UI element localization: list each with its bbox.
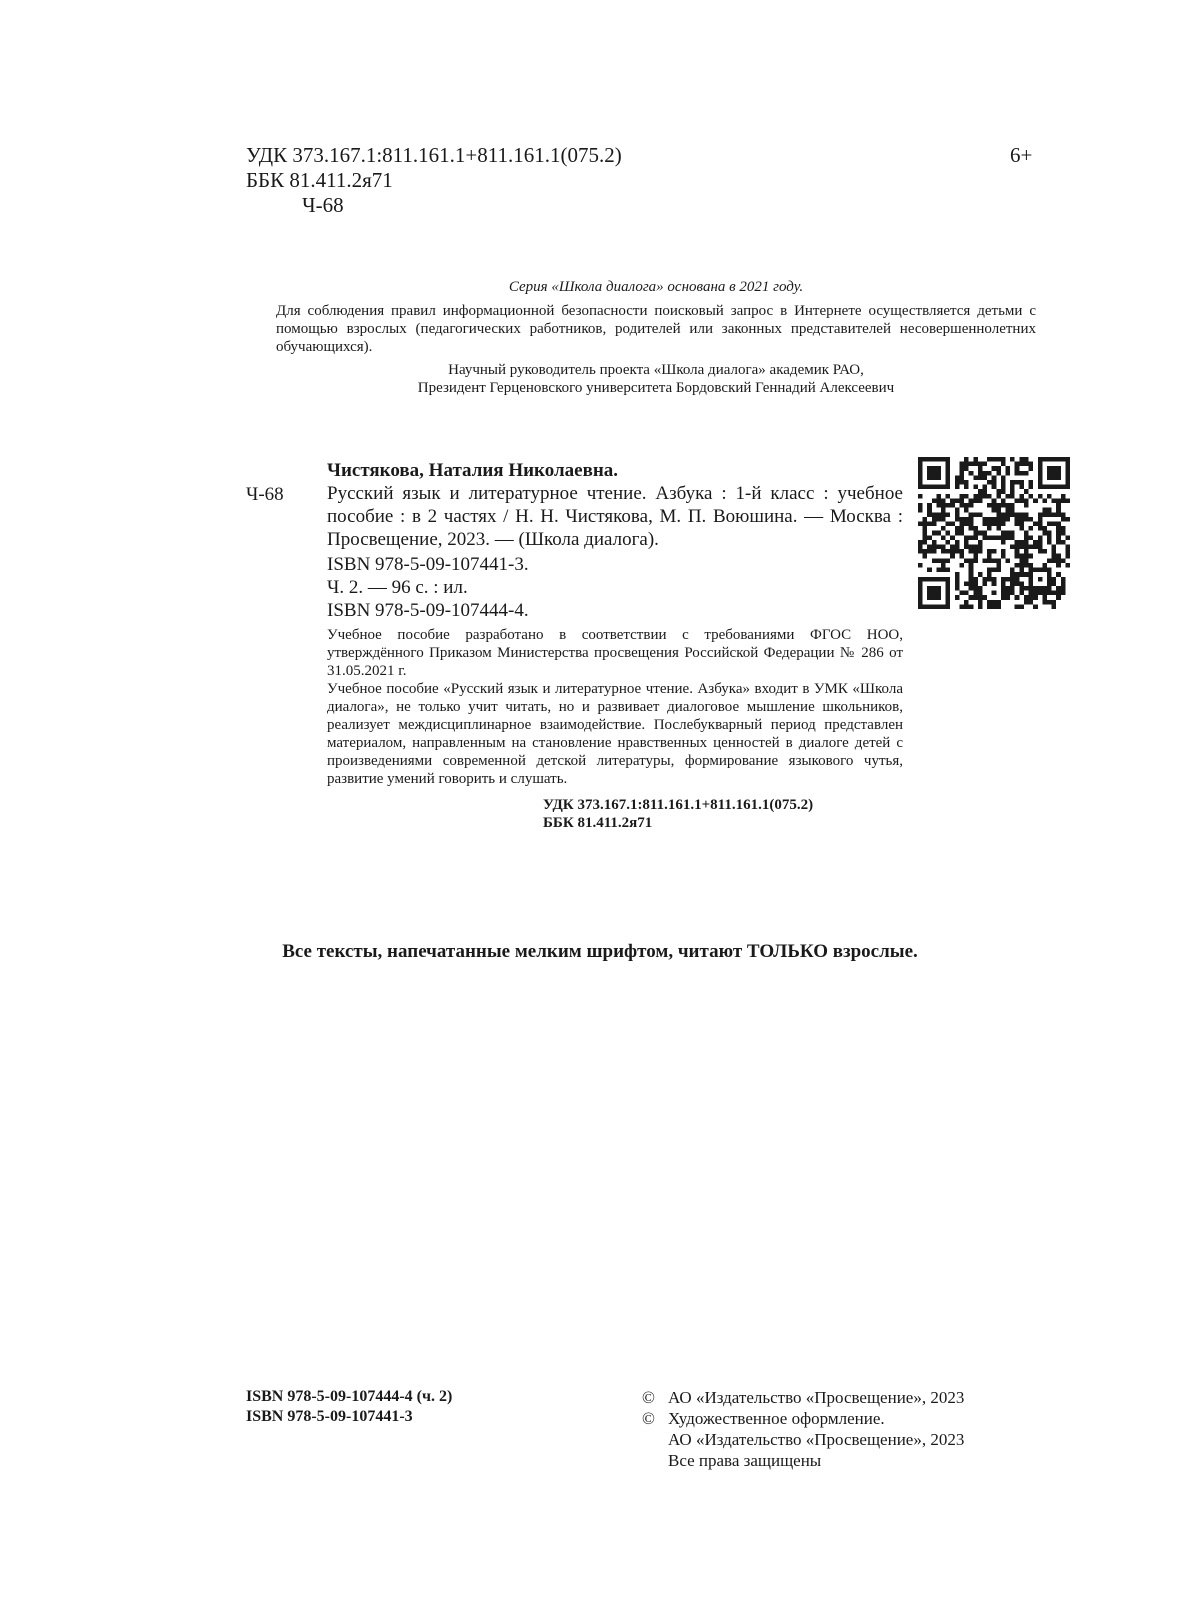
author-cipher: Ч-68 xyxy=(302,193,344,217)
card-codes xyxy=(327,796,903,832)
udk-code: УДК 373.167.1:811.161.1+811.161.1(075.2) xyxy=(246,143,622,167)
annotation-paragraph-2: Учебное пособие «Русский язык и литературное чтение. Азбука» входит в УМК «Школа диалога», не только учит читать, но и развивает диалоговое мышление школьников, реализует междисциплинарное взаимодействие. Послебукварный период представлен материалом, направленным на становление нравственных ценностей в диалоге детей с произведениями современной детской литературы, формирование языкового чутья, развитие умений говорить и слушать. xyxy=(327,681,903,787)
annotation-paragraph-1: Учебное пособие разработано в соответствии с требованиями ФГОС НОО, утверждённого Приказом Министерства просвещения Российской Федерации № 286 от 31.05.2021 г. xyxy=(327,627,903,679)
supervisor-line-2: Президент Герценовского университета Бордовский Геннадий Алексеевич xyxy=(417,380,895,396)
qr-code-icon[interactable] xyxy=(918,457,1070,609)
card-cipher: Ч-68 xyxy=(246,484,284,505)
copyright-line-1: АО «Издательство «Просвещение», 2023 xyxy=(668,1388,965,1407)
isbn-footer-line-2: ISBN 978-5-09-107441-3 xyxy=(246,1408,413,1425)
copyright-line-4: Все права защищены xyxy=(668,1451,822,1470)
bbk-code: ББК 81.411.2я71 xyxy=(246,168,393,192)
card-part: Ч. 2. — 96 с. : ил. xyxy=(327,577,468,598)
age-rating: 6+ xyxy=(1010,143,1033,167)
catalog-card xyxy=(327,459,903,832)
copyright-line-3: АО «Издательство «Просвещение», 2023 xyxy=(668,1430,965,1449)
project-supervisor xyxy=(276,361,1036,397)
card-isbn-part: ISBN 978-5-09-107444-4. xyxy=(327,600,529,621)
card-description: Русский язык и литературное чтение. Азбука : 1-й класс : учебное пособие : в 2 частях / Н. Н. Чистякова, М. П. Воюшина. — Москва : Просвещение, 2023. — (Школа диалога). xyxy=(327,483,903,550)
isbn-footer-line-1: ISBN 978-5-09-107444-4 (ч. 2) xyxy=(246,1388,453,1405)
copyright-symbol: © xyxy=(642,1409,655,1428)
adults-only-warning: Все тексты, напечатанные мелким шрифтом, читают ТОЛЬКО взрослые. xyxy=(282,941,918,962)
series-line: Серия «Школа диалога» основана в 2021 году. xyxy=(508,279,804,295)
classification-codes xyxy=(246,143,622,218)
card-udk: УДК 373.167.1:811.161.1+811.161.1(075.2) xyxy=(543,797,814,813)
copyright-block xyxy=(642,1387,964,1471)
card-bbk: ББК 81.411.2я71 xyxy=(543,815,653,831)
copyright-symbol: © xyxy=(642,1388,655,1407)
safety-notice: Для соблюдения правил информационной безопасности поисковый запрос в Интернете осуществляется детьми с помощью взрослых (педагогических работников, родителей или законных представителей несовершеннолетних обучающихся). xyxy=(276,303,1036,355)
card-annotation xyxy=(327,626,903,788)
copyright-line-2: Художественное оформление. xyxy=(668,1409,885,1428)
isbn-footer xyxy=(246,1387,452,1427)
supervisor-line-1: Научный руководитель проекта «Школа диалога» академик РАО, xyxy=(448,362,864,378)
card-isbn-set: ISBN 978-5-09-107441-3. xyxy=(327,554,529,575)
card-isbn-block xyxy=(327,553,903,622)
card-author: Чистякова, Наталия Николаевна. xyxy=(327,460,619,481)
